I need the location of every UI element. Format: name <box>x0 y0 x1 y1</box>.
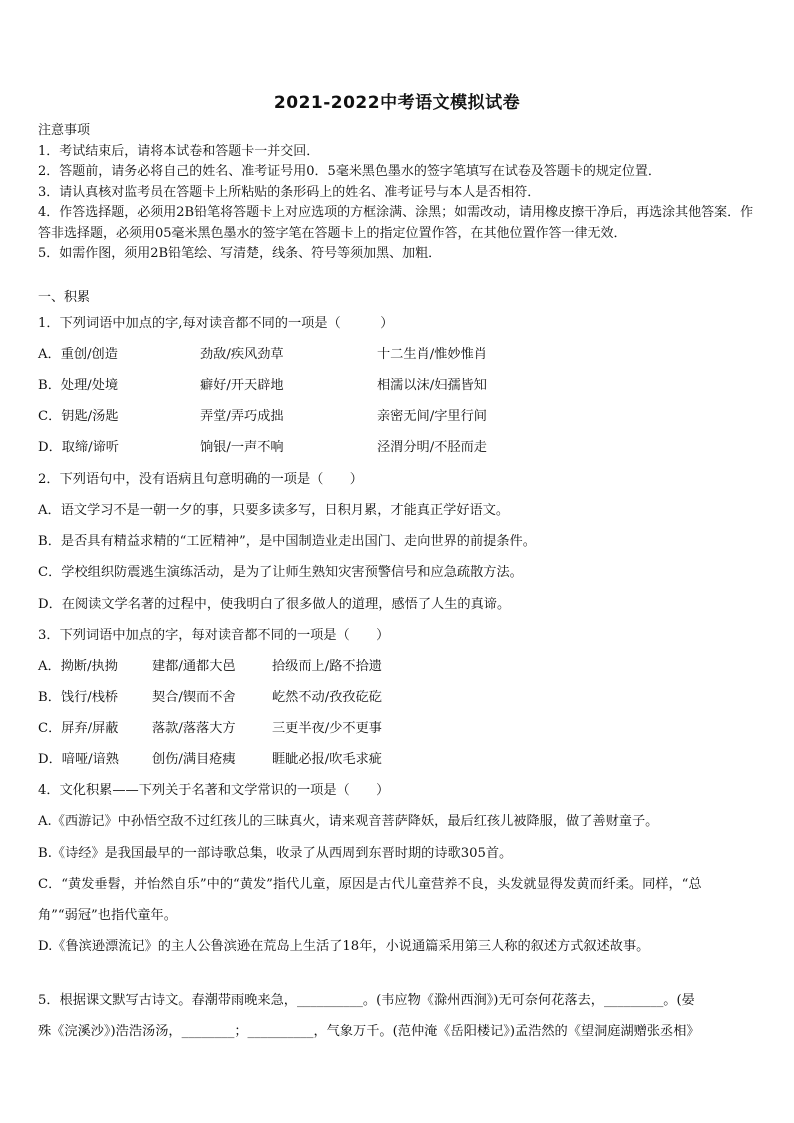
q5-line-1: 5．根据课文默写古诗文。春潮带雨晚来急，__________。(韦应物《滁州西涧》)无可奈何花落去，_________。(晏 <box>38 993 695 1008</box>
q1-a-col3: 十二生肖/惟妙惟肖 <box>377 347 487 362</box>
q3-d-col3: 睚眦必报/吹毛求疵 <box>272 752 382 767</box>
q3-c-col1: C．屏弃/屏蔽 <box>38 721 119 736</box>
section-heading: 一、积累 <box>38 290 91 305</box>
exam-title: 2021-2022中考语文模拟试卷 <box>273 93 521 113</box>
q2-option-c: C．学校组织防震逃生演练活动，是为了让师生熟知灾害预警信号和应急疏散方法。 <box>38 565 523 580</box>
q2-option-a: A．语文学习不是一朝一夕的事，只要多读多写，日积月累，才能真正学好语文。 <box>38 503 510 518</box>
q1-d-col3: 泾渭分明/不胫而走 <box>377 440 487 455</box>
q2-option-b: B．是否具有精益求精的“工匠精神”，是中国制造业走出国门、走向世界的前提条件。 <box>38 534 536 549</box>
q4-option-a: A.《西游记》中孙悟空敌不过红孩儿的三昧真火，请来观音菩萨降妖，最后红孩儿被降服，做了善财童子。 <box>38 814 659 829</box>
q2-option-d: D．在阅读文学名著的过程中，使我明白了很多做人的道理，感悟了人生的真谛。 <box>38 597 511 612</box>
q3-d-col1: D．喑哑/谙熟 <box>38 752 119 767</box>
q3-a-col3: 拾级而上/路不拾遗 <box>272 659 382 674</box>
q3-b-col3: 屹然不动/孜孜矻矻 <box>272 690 382 705</box>
q4-option-d: D.《鲁滨逊漂流记》的主人公鲁滨逊在荒岛上生活了18年，小说通篇采用第三人称的叙述方式叙述故事。 <box>38 939 650 954</box>
q5-line-2: 殊《浣溪沙》)浩浩汤汤，________；__________，气象万千。(范仲淹《岳阳楼记》)孟浩然的《望洞庭湖赠张丞相》 <box>38 1024 700 1039</box>
q1-stem: 1．下列词语中加点的字,每对读音都不同的一项是（ ） <box>38 316 394 331</box>
q2-stem: 2．下列语句中，没有语病且句意明确的一项是（ ） <box>38 472 363 487</box>
note-item-4: 4．作答选择题，必须用2B铅笔将答题卡上对应选项的方框涂满、涂黑；如需改动，请用橡皮擦干净后，再选涂其他答案．作答非选择题，必须用05毫米黑色墨水的签字笔在答题卡上的指定位置作答，在其他位置作答一律无效． <box>38 205 754 241</box>
q3-c-col3: 三更半夜/少不更事 <box>272 721 382 736</box>
q1-a-col2: 劲敌/疾风劲草 <box>200 347 284 362</box>
q3-a-col1: A．拗断/执拗 <box>38 659 118 674</box>
q3-stem: 3．下列词语中加点的字，每对读音都不同的一项是（ ） <box>38 628 390 643</box>
q1-b-col1: B．处理/处境 <box>38 378 119 393</box>
q1-d-col1: D．取缔/谛听 <box>38 440 119 455</box>
q3-b-col2: 契合/锲而不舍 <box>152 690 236 705</box>
note-item-1: 1．考试结束后，请将本试卷和答题卡一并交回． <box>38 143 320 159</box>
q4-option-c: C．“黄发垂髫，并怡然自乐”中的“黄发”指代儿童，原因是古代儿童营养不良，头发就显得发黄而纤柔。同样，“总 <box>38 877 702 892</box>
q4-option-b: B.《诗经》是我国最早的一部诗歌总集，收录了从西周到东晋时期的诗歌305首。 <box>38 846 513 861</box>
q4-stem: 4．文化积累——下列关于名著和文学常识的一项是（ ） <box>38 783 390 798</box>
q3-b-col1: B．饯行/栈桥 <box>38 690 119 705</box>
notes-block <box>38 121 763 265</box>
q3-c-col2: 落款/落落大方 <box>152 721 236 736</box>
q1-a-col1: A．重创/创造 <box>38 347 118 362</box>
q4-option-c-cont: 角”“弱冠”也指代童年。 <box>38 908 177 923</box>
q1-b-col3: 相濡以沫/妇孺皆知 <box>377 378 487 393</box>
q1-c-col1: C．钥匙/汤匙 <box>38 409 119 424</box>
note-item-2: 2．答题前，请务必将自己的姓名、准考证号用0．5毫米黑色墨水的签字笔填写在试卷及答题卡的规定位置． <box>38 164 661 179</box>
q3-d-col2: 创伤/满目疮痍 <box>152 752 236 767</box>
q1-d-col2: 饷银/一声不响 <box>200 440 284 455</box>
note-item-3: 3．请认真核对监考员在答题卡上所粘贴的条形码上的姓名、准考证号与本人是否相符． <box>38 184 541 200</box>
q1-c-col3: 亲密无间/字里行间 <box>377 409 487 424</box>
q3-a-col2: 建都/通都大邑 <box>152 659 236 674</box>
q1-b-col2: 癖好/开天辟地 <box>200 378 284 393</box>
notes-heading: 注意事项 <box>38 123 91 138</box>
note-item-5: 5．如需作图，须用2B铅笔绘、写清楚，线条、符号等须加黑、加粗． <box>38 246 442 261</box>
q1-c-col2: 弄堂/弄巧成拙 <box>200 409 284 424</box>
